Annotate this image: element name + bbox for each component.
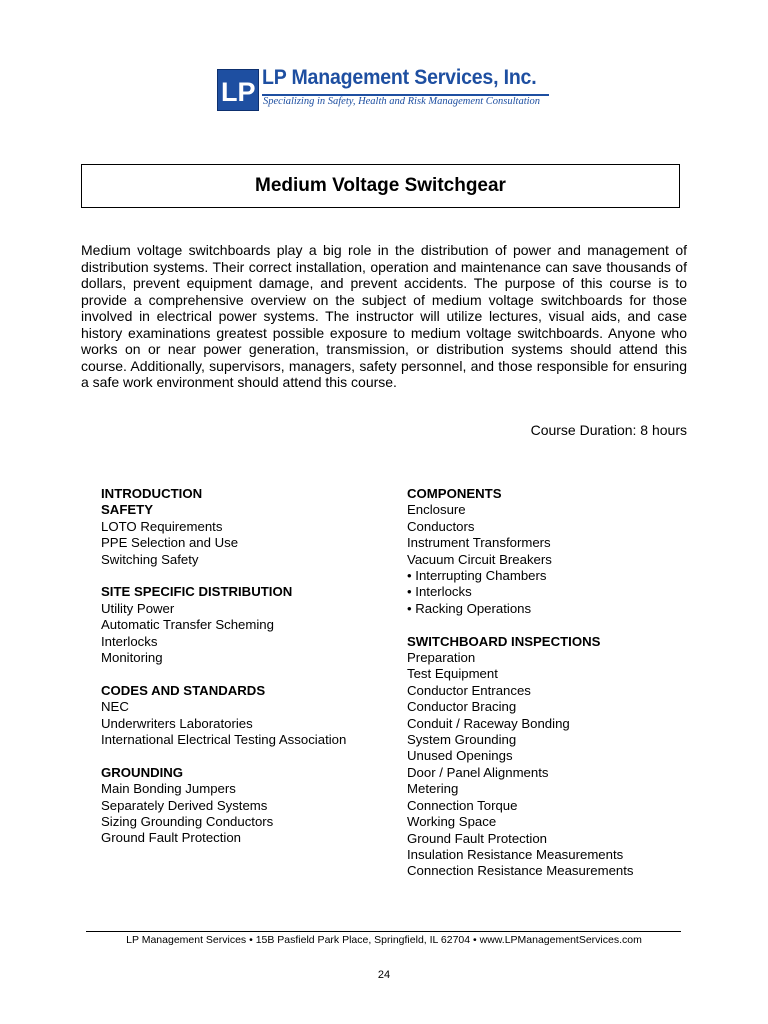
- section-heading: SAFETY: [101, 502, 154, 518]
- topic-item: Enclosure: [407, 502, 466, 518]
- section-spacer: [101, 748, 391, 764]
- topic-item: Insulation Resistance Measurements: [407, 846, 624, 862]
- topic-item: • Interrupting Chambers: [407, 568, 547, 584]
- topic-item: Separately Derived Systems: [101, 797, 268, 813]
- topic-item: Automatic Transfer Scheming: [101, 617, 274, 633]
- topic-item: • Interlocks: [407, 584, 472, 600]
- topic-item: Working Space: [407, 814, 497, 830]
- topic-item: Monitoring: [101, 650, 163, 666]
- topic-item: Interlocks: [101, 633, 158, 649]
- topic-item: Conductors: [407, 518, 475, 534]
- topic-item: Instrument Transformers: [407, 535, 551, 551]
- section-spacer: [101, 666, 391, 682]
- topic-item: Conductor Bracing: [407, 699, 517, 715]
- section-heading: COMPONENTS: [407, 486, 502, 501]
- section-heading: INTRODUCTION: [101, 486, 203, 501]
- right-topic-column: [407, 486, 707, 880]
- topic-item: Ground Fault Protection: [407, 830, 548, 846]
- topic-item: Conduit / Raceway Bonding: [407, 715, 570, 731]
- course-title-box: [81, 164, 680, 208]
- lp-logo-icon: [217, 69, 259, 111]
- section-heading: SITE SPECIFIC DISTRIBUTION: [101, 584, 293, 600]
- topic-item: • Racking Operations: [407, 600, 532, 616]
- topic-item: Switching Safety: [101, 551, 199, 567]
- topic-item: Test Equipment: [407, 666, 498, 682]
- topic-item: Main Bonding Jumpers: [101, 781, 236, 797]
- topic-item: Utility Power: [101, 600, 175, 616]
- left-topic-column: [101, 486, 391, 847]
- topic-item: Connection Resistance Measurements: [407, 863, 634, 879]
- footer-contact: LP Management Services • 15B Pasfield Park Place, Springfield, IL 62704 • www.LPManagementServices.com: [126, 934, 642, 946]
- company-tagline: Specializing in Safety, Health and Risk Management Consultation: [263, 96, 541, 107]
- section-heading: GROUNDING: [101, 764, 184, 780]
- footer-divider: [86, 931, 681, 932]
- topic-item: Sizing Grounding Conductors: [101, 814, 274, 830]
- course-title: Medium Voltage Switchgear: [255, 175, 506, 196]
- topic-item: Connection Torque: [407, 797, 518, 813]
- topic-item: PPE Selection and Use: [101, 535, 239, 551]
- section-spacer: [101, 568, 391, 584]
- topic-item: LOTO Requirements: [101, 518, 223, 534]
- company-logo: [217, 66, 557, 113]
- course-description: Medium voltage switchboards play a big role in the distribution of power and management of distribution systems. Their correct installation, operation and maintenance can save thousands of dollars, prevent equipment damage, and prevent accidents. The purpose of this course is to provide a comprehensive overview on the subject of medium voltage switchboards for those involved in electrical power systems. The instructor will utilize lectures, visual aids, and case history examinations greatest possible exposure to medium voltage switchboards. Anyone who works on or near power generation, transmission, or distribution systems should attend this course. Additionally, supervisors, managers, safety personnel, and those responsible for ensuring a safe work environment should attend this course.: [81, 242, 687, 390]
- lp-monogram-icon: [218, 70, 258, 110]
- section-heading: CODES AND STANDARDS: [101, 682, 266, 698]
- topic-item: Unused Openings: [407, 748, 513, 764]
- svg-text:LP: LP: [221, 77, 256, 107]
- company-name: LP Management Services, Inc.: [262, 66, 537, 89]
- topic-item: NEC: [101, 699, 129, 715]
- topic-item: Metering: [407, 781, 459, 797]
- topic-item: International Electrical Testing Association: [101, 732, 347, 748]
- topic-item: Underwriters Laboratories: [101, 715, 253, 731]
- topic-item: System Grounding: [407, 732, 517, 748]
- section-heading: SWITCHBOARD INSPECTIONS: [407, 633, 601, 649]
- topic-item: Ground Fault Protection: [101, 830, 242, 846]
- topic-item: Door / Panel Alignments: [407, 764, 549, 780]
- topic-item: Vacuum Circuit Breakers: [407, 551, 552, 567]
- course-duration: Course Duration: 8 hours: [530, 422, 687, 438]
- page-number: 24: [377, 969, 391, 981]
- section-spacer: [407, 617, 707, 633]
- topic-item: Preparation: [407, 650, 476, 666]
- topic-item: Conductor Entrances: [407, 682, 531, 698]
